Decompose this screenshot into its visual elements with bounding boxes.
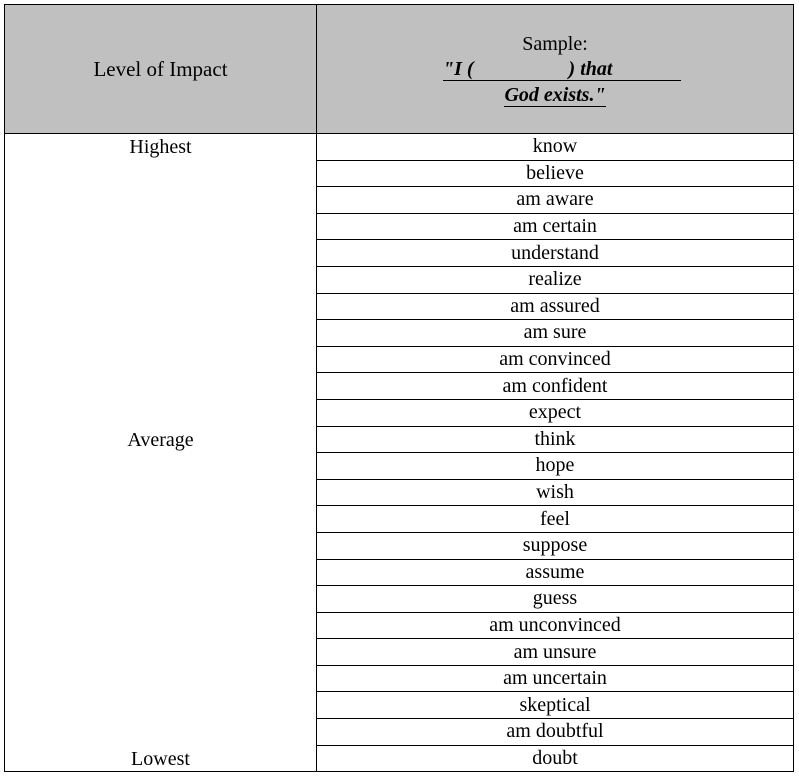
word-row: think bbox=[317, 427, 793, 454]
sample-sentence-line1: "I ( ) that bbox=[443, 58, 681, 81]
level-average: Average bbox=[127, 429, 194, 451]
word-row: believe bbox=[317, 161, 793, 188]
level-of-impact-label: Level of Impact bbox=[93, 56, 228, 81]
word-row: wish bbox=[317, 480, 793, 507]
level-column bbox=[5, 134, 317, 771]
sample-label: Sample: bbox=[522, 33, 588, 55]
word-row: am unconvinced bbox=[317, 613, 793, 640]
word-row: doubt bbox=[532, 747, 578, 770]
level-lowest: Lowest bbox=[131, 748, 190, 770]
sample-header bbox=[317, 5, 793, 134]
word-column bbox=[317, 134, 793, 772]
word-row: am uncertain bbox=[317, 666, 793, 693]
word-row: feel bbox=[317, 506, 793, 533]
word-row: am aware bbox=[317, 187, 793, 214]
level-of-impact-header bbox=[5, 5, 317, 134]
word-row: am convinced bbox=[317, 347, 793, 374]
word-row: am confident bbox=[317, 373, 793, 400]
word-row: am certain bbox=[317, 214, 793, 241]
word-row: am doubtful bbox=[317, 719, 793, 746]
word-row: assume bbox=[317, 560, 793, 587]
word-row: am unsure bbox=[317, 639, 793, 666]
word-row: expect bbox=[317, 400, 793, 427]
sample-sentence-line2: God exists." bbox=[504, 84, 606, 106]
word-row: suppose bbox=[317, 533, 793, 560]
impact-table bbox=[4, 4, 794, 772]
word-row: guess bbox=[317, 586, 793, 613]
level-highest: Highest bbox=[129, 136, 192, 158]
word-row: am sure bbox=[317, 320, 793, 347]
word-row: hope bbox=[317, 453, 793, 480]
word-row: am assured bbox=[317, 294, 793, 321]
word-row: know bbox=[317, 134, 793, 161]
word-row: understand bbox=[317, 240, 793, 267]
word-row: skeptical bbox=[317, 692, 793, 719]
word-row: realize bbox=[317, 267, 793, 294]
